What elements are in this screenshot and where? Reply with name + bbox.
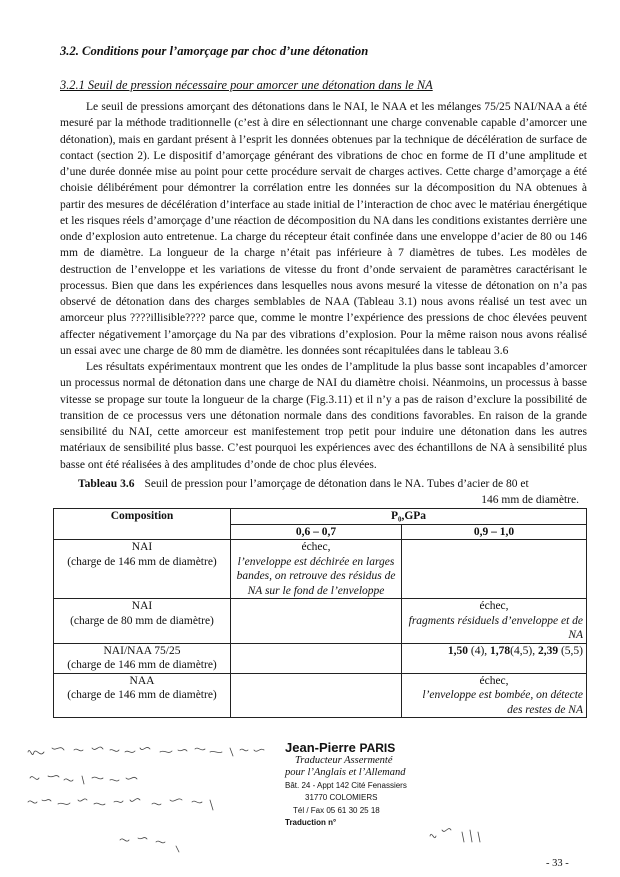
- composition-charge: (charge de 146 mm de diamètre): [67, 555, 217, 568]
- result-low-cell: [231, 643, 402, 673]
- composition-charge: (charge de 80 mm de diamètre): [70, 614, 214, 627]
- threshold-velocity: (4),: [468, 644, 491, 657]
- translator-first-name: Jean-Pierre: [285, 740, 356, 755]
- pressure-threshold-table: [53, 508, 587, 718]
- result-head: échec,: [479, 674, 509, 687]
- stamp-address-2: 31770 COLOMIERS: [305, 793, 378, 802]
- composition-charge: (charge de 146 mm de diamètre): [67, 659, 217, 671]
- table-row: [54, 599, 587, 644]
- composition-cell: [54, 599, 231, 644]
- header-pressure-high: 0,9 – 1,0: [402, 524, 587, 540]
- result-low-cell: [231, 599, 402, 644]
- composition-cell: [54, 643, 231, 673]
- composition-name: NAI/NAA 75/25: [103, 644, 181, 657]
- table-caption: [60, 476, 587, 508]
- paragraph-2: Les résultats expérimentaux montrent que les ondes de l’amplitude la plus basse sont incapables d’amorcer un processus normal de détonation dans une charge de NAI du diamètre choisi. Néanmoins, un processus à basse vitesse se propage sur toute la longueur de la charge (Fig.3.11) et il n’y a pas de raison d’exclure la possibilité de transition de ce processus vers une détonation normale dans des conditions favorables. En raison de la grande sensibilité du NAI, cette amorceur est manifestement trop petit pour induire une détonation dans les autres matériaux de sensibilité plus basse. C’est pourquoi les expériences avec des échantillons de NA à sensibilité plus basse ont été réalisées à des amplitudes d’onde de choc plus élevées.: [60, 361, 587, 471]
- table-caption-text: Seuil de pression pour l’amorçage de détonation dans le NA. Tubes d’acier de 80 et: [144, 478, 529, 490]
- translator-languages: pour l’Anglais et l’Allemand: [285, 767, 406, 778]
- result-high-cell: [402, 540, 587, 599]
- result-high-cell: [402, 643, 587, 673]
- header-pressure: P₀,GPa: [231, 509, 587, 525]
- table-caption-continuation: 146 mm de diamètre.: [481, 494, 579, 506]
- table-row: [54, 643, 587, 673]
- section-heading: 3.2. Conditions pour l’amorçage par choc d’une détonation: [60, 44, 369, 58]
- table-row: [54, 673, 587, 718]
- table-label: Tableau 3.6: [78, 478, 135, 490]
- translator-last-name: PARIS: [359, 741, 396, 755]
- result-low-cell: [231, 673, 402, 718]
- result-note: l’enveloppe est déchirée en larges bandes, on retrouve des résidus de NA sur le fond de l’enveloppe: [236, 555, 396, 597]
- threshold-value: 2,39: [537, 644, 559, 657]
- page-number: - 33 -: [546, 858, 569, 869]
- threshold-value: 1,78: [490, 644, 511, 657]
- composition-cell: [54, 673, 231, 718]
- result-high-cell: [402, 673, 587, 718]
- translator-name: [285, 742, 485, 755]
- threshold-value: 1,50: [447, 644, 468, 657]
- result-note: fragments résiduels d’enveloppe et de NA: [408, 614, 584, 641]
- composition-name: NAI: [131, 600, 153, 612]
- result-high-cell: [402, 599, 587, 644]
- result-low-cell: [231, 540, 402, 599]
- table-row: [54, 540, 587, 599]
- stamp-translation-number: Traduction n°: [285, 818, 337, 827]
- result-head: échec,: [301, 541, 331, 553]
- composition-name: NAA: [129, 674, 155, 687]
- translator-stamp: [285, 742, 485, 830]
- subsection-heading: 3.2.1 Seuil de pression nécessaire pour amorcer une détonation dans le NA: [60, 78, 433, 92]
- composition-charge: (charge de 146 mm de diamètre): [67, 689, 217, 701]
- composition-cell: [54, 540, 231, 599]
- threshold-velocity: (4,5),: [510, 644, 538, 657]
- stamp-address-1: Bât. 24 - Appt 142 Cité Fenassiers: [285, 780, 407, 790]
- header-composition: Composition: [54, 509, 231, 540]
- paragraph-1: Le seuil de pressions amorçant des détonations dans le NAI, le NAA et les mélanges 75/25 NAI/NAA a été mesuré par la méthode traditionnelle (c’est à dire en sélectionnant une charge convenable capable d’amorcer une détonation), mais en gardant présent à l’esprit les données obtenues par la technique de décélération de surface de contact (section 2). Le dispositif d’amorçage générant des vibrations de choc en forme de Π d’une amplitude et d’une durée donnée mise au point pour cette procédure servait de charges actives. Cette charge d’amorçage a été choisie délibérément pour démontrer la corrélation entre les données sur la décomposition du NA obtenues à partir des mesures de décélération d’interface au stade initial de l’interaction de choc avec le matériau énergétique et les risques réels d’amorçage d’une réaction de décomposition du NA dans les conditions existantes derrière une onde d’explosion auto entretenue. La charge du récepteur était confinée dans une enveloppe d’acier de 80 ou 146 mm de diamètre. La longueur de la charge n’était pas inférieure à 7 diamètres de tubes. Les modèles de destruction de l’enveloppe et les variations de vitesse du front d’onde servaient de paramètres caractérisant le processus. Bien que dans les expériences dans lesquelles nous avons mesuré la vitesse de détonation on n’a pas observé de détonation dans des charges semblables de NAA (Tableau 3.1) nous avons réalisé un test avec un amorceur plus ????illisible???? parce que, comme le montre l’expérience des pressions de choc élevées peuvent affecter négativement l’amorçage du Na par des vibrations d’explosion. Pour la même raison nous avons réalisé un essai avec une charge de 80 mm de diamètre. les données sont récapitulées dans le tableau 3.6: [60, 101, 587, 357]
- threshold-velocity: (5,5): [558, 644, 584, 657]
- stamp-phone: Tél / Fax 05 61 30 25 18: [293, 805, 380, 815]
- header-pressure-low: 0,6 – 0,7: [231, 524, 402, 540]
- result-head: échec,: [479, 600, 509, 612]
- translator-title: Traducteur Assermenté: [295, 754, 393, 766]
- composition-name: NAI: [131, 541, 153, 553]
- result-note: l’enveloppe est bombée, on détecte des restes de NA: [422, 689, 584, 716]
